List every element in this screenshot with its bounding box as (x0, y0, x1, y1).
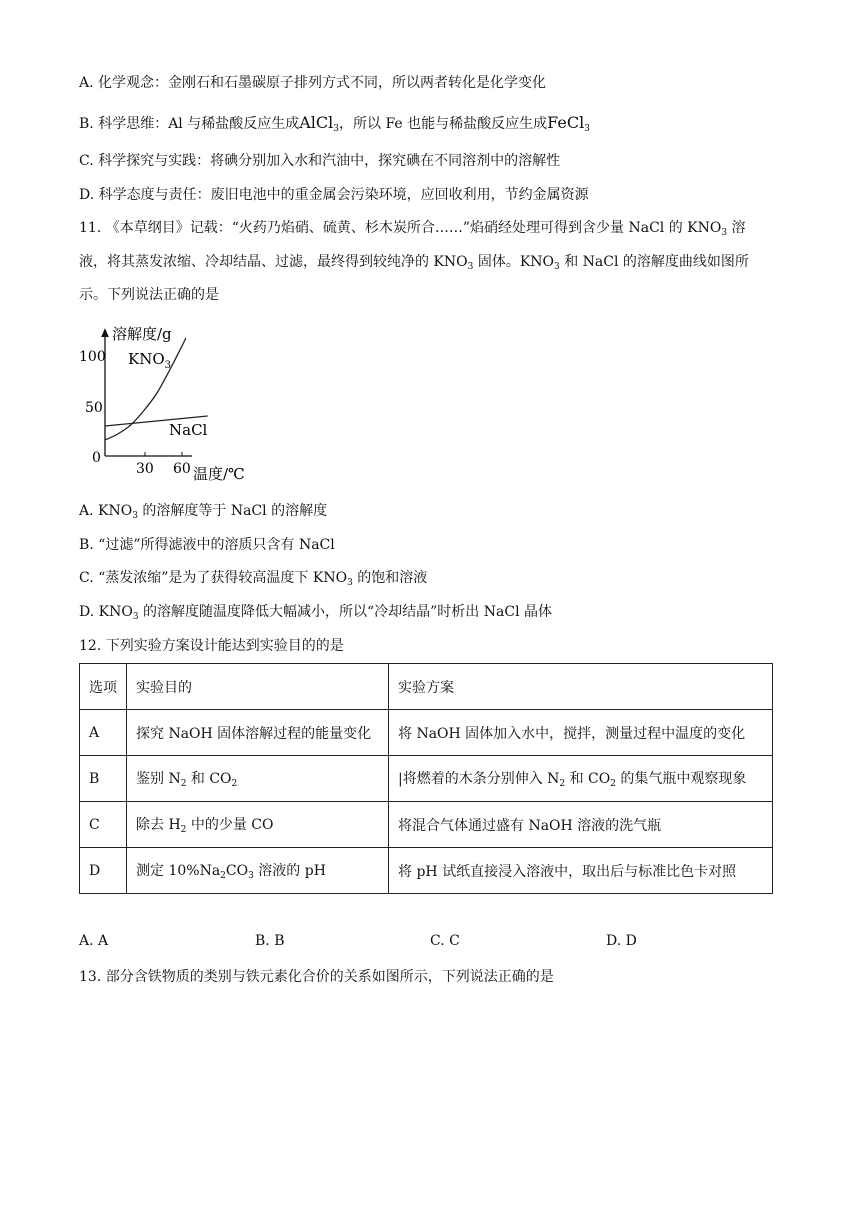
stem-text: 固体。KNO (473, 254, 555, 270)
y-tick-label-0: 0 (92, 450, 101, 466)
q10-b-formula-fecl3 (547, 113, 590, 132)
subscript: 2 (231, 779, 238, 789)
q10-option-c: C. 科学探究与实践：将碘分别加入水和汽油中，探究碘在不同溶剂中的溶解性 (79, 153, 561, 169)
q10-b-text-2: ，所以 Fe 也能与稀盐酸反应生成 (339, 116, 548, 132)
formula-text: FeCl (547, 113, 585, 132)
q10-option-a: A. 化学观念：金刚石和石墨碳原子排列方式不同，所以两者转化是化学变化 (79, 75, 547, 91)
cell-text: 和 CO (186, 771, 232, 787)
cell-text: |将燃着的木条分别伸入 N (398, 771, 560, 787)
q10-option-b (79, 113, 590, 139)
table-row (80, 802, 773, 848)
q11-stem-line-1 (79, 218, 746, 243)
header-plan: 实验方案 (389, 664, 773, 710)
table-row (80, 710, 773, 756)
table-row (80, 756, 773, 802)
subscript: 3 (347, 578, 353, 588)
q11-stem-line-2 (79, 252, 749, 277)
cell-text: 的集气瓶中观察现象 (615, 771, 747, 787)
q10-option-d: D. 科学态度与责任：废旧电池中的重金属会污染环境，应回收利用，节约金属资源 (79, 187, 589, 203)
option-text: 的溶解度随温度降低大幅减小，所以“冷却结晶”时析出 NaCl 晶体 (138, 604, 552, 620)
label-text: KNO (128, 350, 165, 368)
cell-text: CO (225, 863, 249, 879)
stem-text: 11. 《本草纲目》记载：“火药乃焰硝、硫黄、杉木炭所合……”焰硝经处理可得到含少量 NaCl 的 KNO (79, 220, 722, 236)
q10-b-text-1: B. 科学思维：Al 与稀盐酸反应生成 (79, 116, 300, 132)
formula-sub: 3 (333, 124, 339, 134)
x-tick-label-60: 60 (173, 461, 191, 477)
q11-option-d (79, 602, 552, 627)
q12-answer-c: C. C (430, 933, 460, 949)
stem-text: 和 NaCl 的溶解度曲线如图所 (559, 254, 749, 270)
q11-option-c (79, 568, 427, 593)
row-plan: 将混合气体通过盛有 NaOH 溶液的洗气瓶 (389, 802, 773, 848)
subscript: 2 (180, 825, 187, 835)
q11-stem-line-3: 示。下列说法正确的是 (79, 287, 219, 303)
table-row (80, 848, 773, 894)
subscript: 3 (132, 511, 138, 521)
y-tick-label-50: 50 (85, 400, 103, 416)
subscript: 3 (467, 262, 474, 272)
y-tick-label-100: 100 (79, 349, 106, 365)
subscript: 2 (180, 779, 187, 789)
q10-b-formula-alcl3 (299, 113, 339, 132)
row-option: D (80, 848, 127, 894)
row-plan: 将 NaOH 固体加入水中，搅拌，测量过程中温度的变化 (389, 710, 773, 756)
header-goal: 实验目的 (127, 664, 389, 710)
stem-text: 溶 (727, 220, 746, 236)
cell-text: 和 CO (565, 771, 611, 787)
subscript: 3 (132, 612, 139, 622)
row-option: A (80, 710, 127, 756)
row-goal (127, 802, 389, 848)
option-text: A. KNO (79, 503, 133, 519)
subscript: 3 (248, 871, 254, 881)
row-plan: 将 pH 试纸直接浸入溶液中，取出后与标准比色卡对照 (389, 848, 773, 894)
label-sub: 3 (164, 360, 172, 371)
cell-text: 溶液的 pH (253, 863, 326, 879)
series-label-nacl: NaCl (169, 421, 208, 439)
subscript: 2 (559, 779, 566, 789)
x-tick-label-30: 30 (136, 461, 154, 477)
row-goal (127, 756, 389, 802)
cell-text: 鉴别 N (136, 771, 181, 787)
q11-option-a (79, 501, 327, 526)
row-option: B (80, 756, 127, 802)
subscript: 3 (721, 228, 728, 238)
row-option: C (80, 802, 127, 848)
option-text: 的饱和溶液 (352, 570, 428, 586)
option-text: 的溶解度等于 NaCl 的溶解度 (137, 503, 328, 519)
q12-stem: 12. 下列实验方案设计能达到实验目的的是 (79, 638, 344, 654)
q12-answer-a: A. A (79, 933, 109, 949)
row-plan (389, 756, 773, 802)
row-goal: 探究 NaOH 固体溶解过程的能量变化 (127, 710, 389, 756)
cell-text: 中的少量 CO (186, 817, 274, 833)
q13-stem: 13. 部分含铁物质的类别与铁元素化合价的关系如图所示，下列说法正确的是 (79, 969, 554, 985)
subscript: 2 (220, 871, 226, 881)
formula-sub: 3 (584, 124, 590, 134)
subscript: 2 (610, 779, 616, 789)
option-text: C. “蒸发浓缩”是为了获得较高温度下 KNO (79, 570, 348, 586)
table-header-row (80, 664, 773, 710)
row-goal (127, 848, 389, 894)
header-option: 选项 (80, 664, 127, 710)
solubility-chart (76, 322, 266, 482)
q12-answer-d: D. D (606, 933, 637, 949)
experiment-table (79, 663, 773, 894)
formula-text: AlCl (299, 113, 334, 132)
series-label-kno3 (128, 350, 171, 371)
option-text: D. KNO (79, 604, 133, 620)
q11-option-b: B. “过滤”所得滤液中的溶质只含有 NaCl (79, 537, 335, 553)
x-axis-label: 温度/℃ (193, 465, 245, 482)
stem-text: 液，将其蒸发浓缩、冷却结晶、过滤，最终得到较纯净的 KNO (79, 254, 468, 270)
q12-answer-b: B. B (255, 933, 285, 949)
cell-text: 除去 H (136, 817, 181, 833)
subscript: 3 (554, 262, 560, 272)
cell-text: 测定 10%Na (136, 863, 221, 879)
y-axis-label: 溶解度/g (112, 325, 172, 343)
